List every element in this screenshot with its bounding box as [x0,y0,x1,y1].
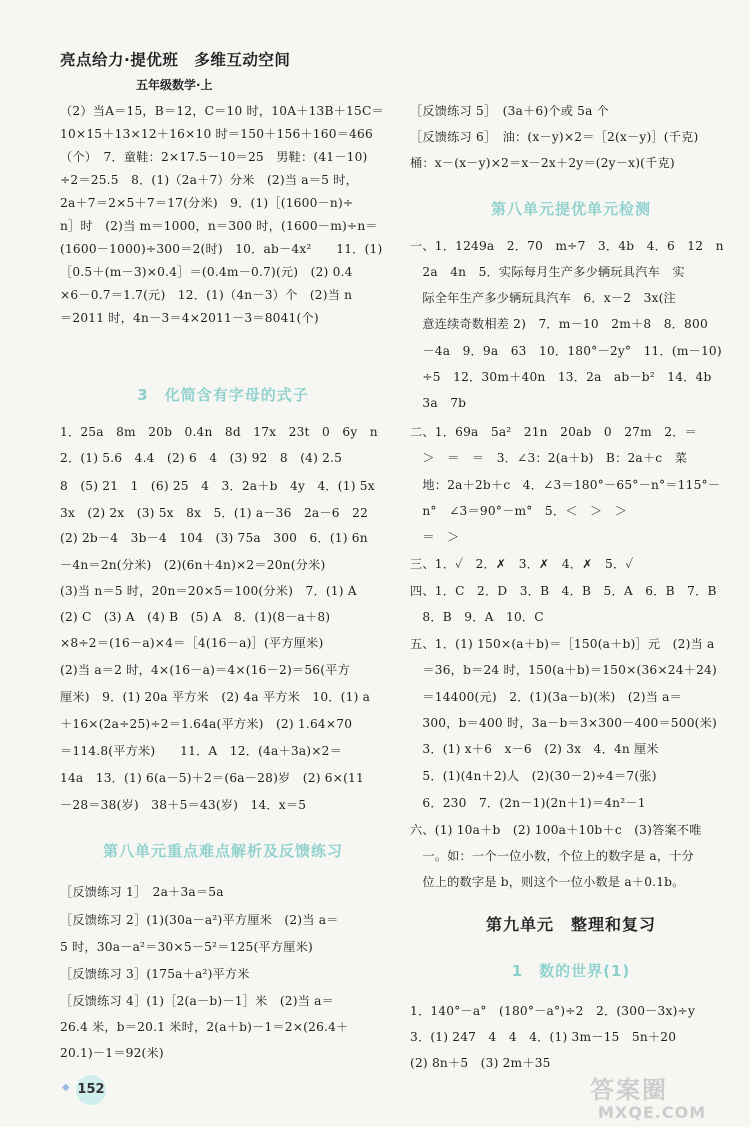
book-title: 亮点给力·提优班 多维互动空间 [60,51,291,69]
text-line: （2）当A＝15，B＝12，C＝10 时，10A＋13B＋15C＝ [60,104,384,118]
text-line: 五、1．(1) 150×(a＋b)＝［150(a＋b)］元 (2)当 a [410,637,715,651]
text-line: 8 (5) 21 1 (6) 25 4 3．2a＋b 4y 4．(1) 5x [60,479,375,493]
text-line: 3．(1) x＋6 x－6 (2) 3x 4．4n 厘米 [410,742,659,756]
text-line: (1600－1000)÷300＝2(时) 10．ab－4x² 11．(1) [60,242,383,256]
text-line: 一。如：一个一位小数，个位上的数字是 a，十分 [410,849,695,863]
text-line: 四、1．C 2．D 3．B 4．B 5．A 6．B 7．B [410,584,717,598]
text-line: ［反馈练习 2］(1)(30a－a²)平方厘米 (2)当 a＝ [60,913,339,927]
text-line: 2a 4n 5．实际每月生产多少辆玩具汽车 实 [410,265,685,279]
text-line: 3a 7b [410,396,467,410]
section-heading: 1 数的世界(1) [511,962,631,980]
section-heading: 第八单元提优单元检测 [490,200,651,218]
text-line: (2) C (3) A (4) B (5) A 8．(1)(8－a＋8) [60,610,331,624]
text-line: 六、(1) 10a＋b (2) 100a＋10b＋c (3)答案不唯 [410,823,702,837]
text-line: ×8÷2＝(16－a)×4＝［4(16－a)］(平方厘米) [60,636,324,650]
text-line: ÷2＝25.5 8．(1)（2a＋7）分米 (2)当 a＝5 时， [60,173,358,187]
text-line: 意连续奇数相差 2) 7．m－10 2m＋8 8．800 [410,317,708,331]
page-number: 152 [76,1075,106,1105]
text-line: 6．230 7．(2n－1)(2n＋1)＝4n²－1 [410,796,646,810]
watermark-url: MXQE.COM [598,1103,707,1122]
text-line: 厘米) 9．(1) 20a 平方米 (2) 4a 平方米 10．(1) a [60,690,371,704]
text-line: ［反馈练习 5］ (3a＋6)个或 5a 个 [410,104,610,118]
text-line: 14a 13．(1) 6(a－5)＋2＝(6a－28)岁 (2) 6×(11 [60,771,364,785]
text-line: 1．25a 8m 20b 0.4n 8d 17x 23t 0 6y n [60,425,378,439]
page-corner-ornament: ◆ [62,1082,70,1093]
text-line: 5．(1)(4n＋2)人 (2)(30－2)÷4＝7(张) [410,769,657,783]
page-header [60,48,290,93]
text-line: ［反馈练习 4］(1)［2(a－b)－1］米 (2)当 a＝ [60,994,335,1008]
text-line: (2)当 a＝2 时，4×(16－a)＝4×(16－2)＝56(平方 [60,663,350,677]
text-line: ＝14400(元) 2．(1)(3a－b)(米) (2)当 a＝ [410,690,683,704]
text-line: 位上的数字是 b，则这个一位小数是 a＋0.1b。 [410,875,685,889]
text-line: n° ∠3＝90°－m° 5．＜ ＞ ＞ [410,504,628,518]
site-watermark [590,1070,740,1125]
text-line: ［反馈练习 1］ 2a＋3a＝5a [60,885,224,899]
text-line: ［反馈练习 6］ 油：(x－y)×2＝［2(x－y)］(千克) [410,130,699,144]
text-line: ［0.5＋(m－3)×0.4］＝(0.4m－0.7)(元) (2) 0.4 [60,265,353,279]
text-line: 一、1．1249a 2．70 m÷7 3．4b 4．6 12 n [410,239,724,253]
watermark-text: 答案圈 [590,1076,668,1104]
text-line: －28＝38(岁) 38＋5＝43(岁) 14．x＝5 [60,798,307,812]
text-line: ＝ ＞ [410,530,460,544]
text-line: 5 时，30a－a²＝30×5－5²＝125(平方厘米) [60,940,313,954]
text-line: 三、1．✓ 2．✗ 3．✗ 4．✗ 5．✓ [410,557,634,571]
text-line: ［反馈练习 3］(175a＋a²)平方米 [60,967,250,981]
text-line: ＋16×(2a÷25)÷2＝1.64a(平方米) (2) 1.64×70 [60,717,353,731]
text-line: 10×15＋13×12＋16×10 时＝150＋156＋160＝466 [60,127,373,141]
text-line: ＝114.8(平方米) 11．A 12．(4a＋3a)×2＝ [60,744,342,758]
text-line: －4n＝2n(分米) (2)(6n＋4n)×2＝20n(分米) [60,558,326,572]
text-line: －4a 9．9a 63 10．180°－2y° 11．(m－10) [410,344,722,358]
text-line: (2) 2b－4 3b－4 104 (3) 75a 300 6．(1) 6n [60,531,368,545]
text-line: n］时 (2)当 m＝1000，n＝300 时，(1600－m)÷n＝ [60,219,378,233]
text-line: (3)当 n＝5 时，20n＝20×5＝100(分米) 7．(1) A [60,584,357,598]
text-line: 际全年生产多少辆玩具汽车 6．x－2 3x(注 [410,291,676,305]
unit-title: 第九单元 整理和复习 [485,915,656,934]
section-heading: 第八单元重点难点解析及反馈练习 [102,842,343,860]
text-line: 二、1．69a 5a² 21n 20ab 0 27m 2．＝ [410,425,698,439]
text-line: ＞ ＝ ＝ 3．∠3：2(a＋b) B：2a＋c 菜 [410,451,688,465]
text-line: 300，b＝400 时，3a－b＝3×300－400＝500(米) [410,716,717,730]
text-line: 1．140°－a° (180°－a°)÷2 2．(300－3x)÷y [410,1004,696,1018]
text-line: 2．(1) 5.6 4.4 (2) 6 4 (3) 92 8 (4) 2.5 [60,451,343,465]
text-line: 3x (2) 2x (3) 5x 8x 5．(1) a－36 2a－6 22 [60,506,369,520]
text-line: (2) 8n＋5 (3) 2m＋35 [410,1056,551,1070]
text-line: 26.4 米，b＝20.1 米时，2(a＋b)－1＝2×(26.4＋ [60,1020,349,1034]
book-subtitle: 五年级数学·上 [136,78,213,92]
text-line: 地：2a＋2b＋c 4．∠3＝180°－65°－n°＝115°－ [410,478,721,492]
text-line: ×6－0.7＝1.7(元) 12．(1)（4n－3）个 (2)当 n [60,288,353,302]
text-line: ＝2011 时，4n－3＝4×2011－3＝8041(个) [60,311,319,325]
section-heading: 3 化简含有字母的式子 [137,386,309,404]
text-line: 桶：x－(x－y)×2＝x－2x＋2y＝(2y－x)(千克) [410,156,675,170]
text-line: （个） 7．童鞋：2×17.5－10＝25 男鞋：(41－10) [60,150,368,164]
text-line: 8．B 9．A 10．C [410,610,544,624]
text-line: 2a＋7＝2×5＋7＝17(分米) 9．(1)［(1600－n)÷ [60,196,354,210]
text-line: 20.1)－1＝92(米) [60,1046,164,1060]
text-line: ＝36，b＝24 时，150(a＋b)＝150×(36×24＋24) [410,663,717,677]
text-line: ÷5 12．30m＋40n 13．2a ab－b² 14．4b [410,370,712,384]
text-line: 3．(1) 247 4 4 4．(1) 3m－15 5n＋20 [410,1030,677,1044]
